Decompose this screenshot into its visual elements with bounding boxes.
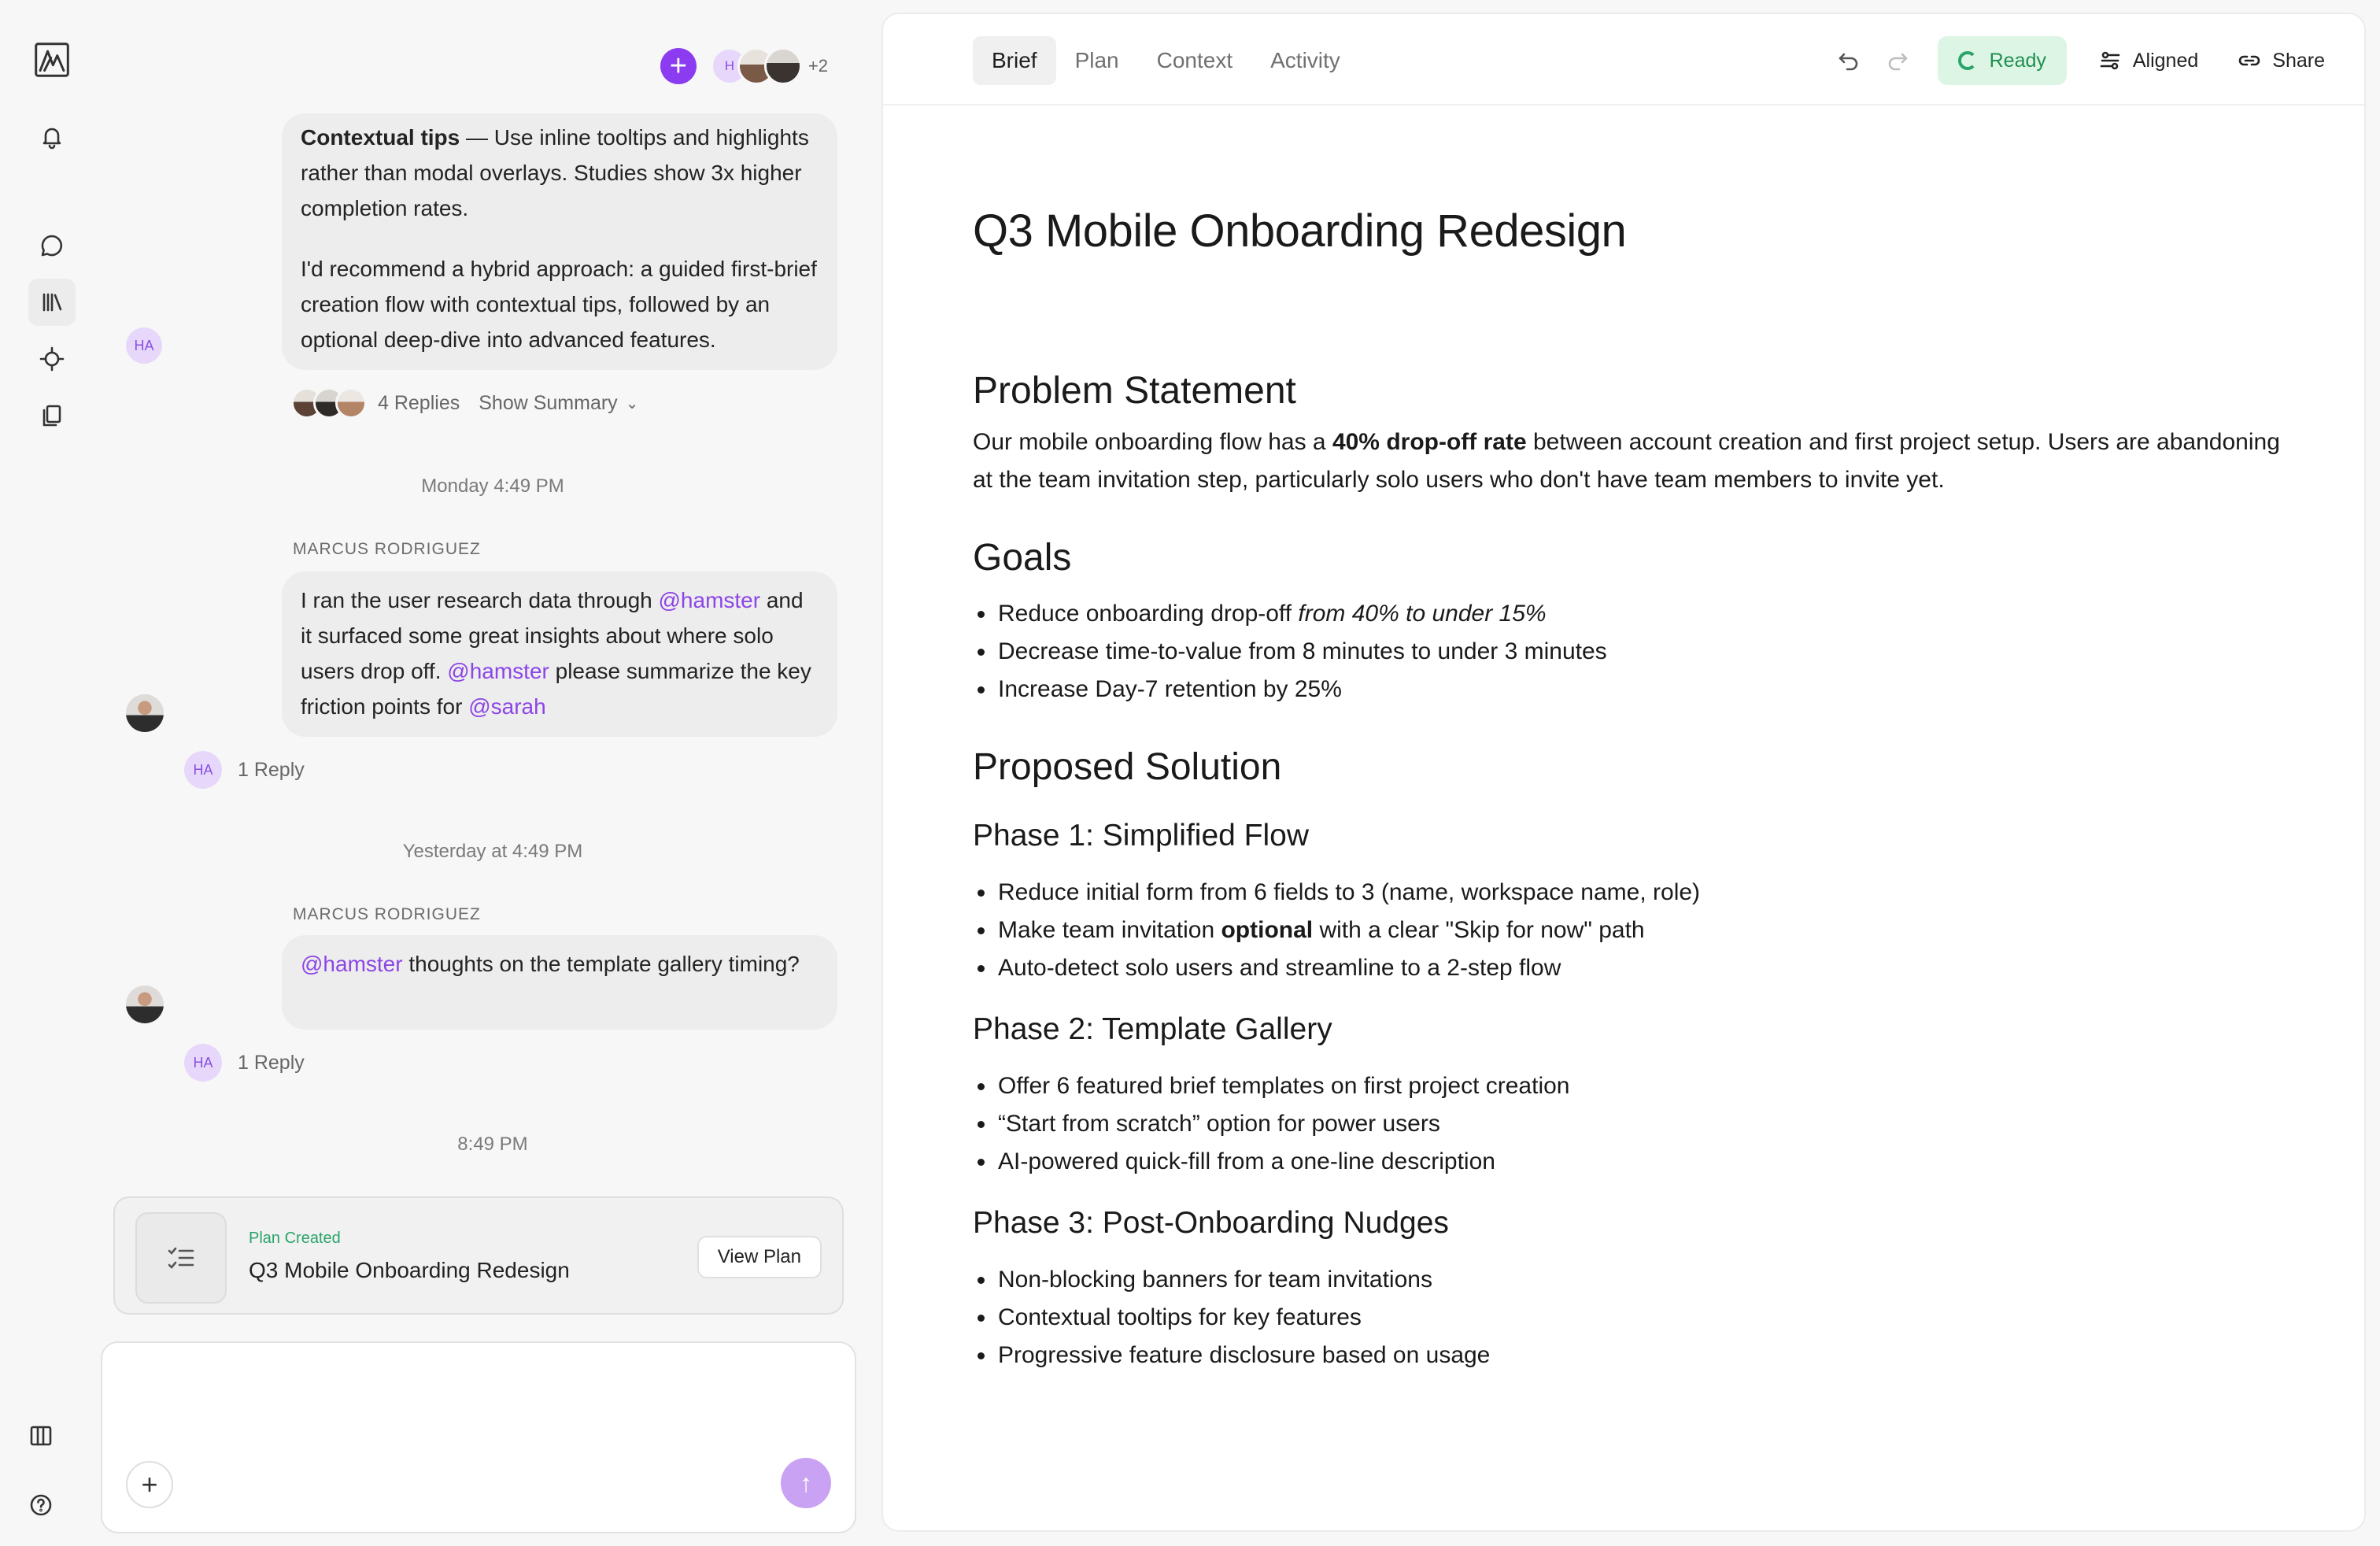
avatar <box>126 986 164 1023</box>
timestamp-divider: 8:49 PM <box>457 1134 528 1155</box>
message-text <box>301 583 819 724</box>
message-text-segment: — Use inline tooltips and highlights rather than modal overlays. Studies show 3x higher completion rates. <box>301 125 809 220</box>
avatar: HA <box>184 751 222 789</box>
share-button[interactable] <box>2222 36 2341 85</box>
tab-brief[interactable]: Brief <box>973 36 1056 85</box>
paragraph-text: Our mobile onboarding flow has a <box>973 429 1332 455</box>
phase2-list <box>973 1067 2295 1181</box>
message-bubble <box>282 113 837 370</box>
message-sender: MARCUS RODRIGUEZ <box>293 905 481 923</box>
participant-overflow-count[interactable]: +2 <box>808 56 828 76</box>
avatar: HA <box>126 327 162 364</box>
avatar[interactable]: H <box>711 47 748 85</box>
list-item: Progressive feature disclosure based on usage <box>973 1337 2295 1374</box>
avatar <box>335 387 367 419</box>
list-item: Auto-detect solo users and streamline to a 2-step flow <box>973 949 2295 987</box>
plan-created-label: Plan Created <box>249 1230 341 1247</box>
thread-replies[interactable] <box>184 751 305 789</box>
status-label: Ready <box>1989 49 2046 72</box>
list-item: Decrease time-to-value from 8 minutes to under 3 minutes <box>973 633 2295 671</box>
list-item-italic-text: from 40% to under 15% <box>1298 601 1547 627</box>
subsection-heading: Phase 1: Simplified Flow <box>973 819 1310 853</box>
list-item-text: Make team invitation <box>998 917 1221 943</box>
share-label: Share <box>2272 49 2325 72</box>
plan-title: Q3 Mobile Onboarding Redesign <box>249 1258 570 1282</box>
phase1-list <box>973 874 2295 987</box>
redo-icon[interactable] <box>1873 36 1922 85</box>
list-item: Reduce initial form from 6 fields to 3 (name, workspace name, role) <box>973 874 2295 912</box>
message-text: I'd recommend a hybrid approach: a guided first-brief creation flow with contextual tips, followed by an optional deep-dive into advanced features. <box>301 257 817 352</box>
send-button[interactable]: ↑ <box>781 1458 831 1508</box>
undo-icon[interactable] <box>1824 36 1873 85</box>
subsection-heading: Phase 2: Template Gallery <box>973 1012 1332 1046</box>
participants <box>660 43 828 90</box>
list-item: Increase Day-7 retention by 25% <box>973 671 2295 708</box>
thread-replies[interactable] <box>184 1044 305 1082</box>
message-bold-text: Contextual tips <box>301 125 460 150</box>
aligned-label: Aligned <box>2132 49 2199 72</box>
document-toolbar <box>883 14 2364 105</box>
message-text-segment: please summarize the key friction points for <box>301 659 811 719</box>
section-heading: Goals <box>973 537 1072 579</box>
document-body <box>973 203 2295 1374</box>
timestamp-divider: Monday 4:49 PM <box>421 475 564 497</box>
sidebar-toggle-icon[interactable] <box>17 1412 65 1459</box>
message-text <box>301 946 819 982</box>
list-item-bold-text: optional <box>1221 917 1314 943</box>
goals-list <box>973 595 2295 708</box>
tab-plan[interactable]: Plan <box>1074 48 1119 72</box>
status-badge[interactable] <box>1938 36 2067 85</box>
mention-link[interactable]: @hamster <box>658 588 761 612</box>
avatar[interactable] <box>764 47 802 85</box>
phase3-list <box>973 1261 2295 1374</box>
list-item <box>973 912 2295 949</box>
list-item: Offer 6 featured brief templates on first project creation <box>973 1067 2295 1105</box>
tab-bar <box>973 36 1359 85</box>
avatar: HA <box>184 1044 222 1082</box>
help-icon[interactable] <box>17 1481 65 1529</box>
reply-count[interactable]: 1 Reply <box>238 758 305 781</box>
paragraph-bold-text: 40% drop-off rate <box>1332 429 1527 455</box>
paragraph-text: between account creation and first project setup. Users are abandoning at the team invitation step, particularly solo users who don't have team members to invite yet. <box>973 429 2280 493</box>
plan-created-card[interactable] <box>113 1196 844 1315</box>
status-spinner-icon <box>1958 51 1977 70</box>
message-bubble <box>282 571 837 737</box>
subsection-heading: Phase 3: Post-Onboarding Nudges <box>973 1206 1449 1240</box>
list-item-text: with a clear "Skip for now" path <box>1313 917 1645 943</box>
list-item <box>973 595 2295 633</box>
document-panel <box>881 13 2366 1532</box>
target-icon[interactable] <box>28 335 76 383</box>
message-composer[interactable] <box>101 1341 856 1533</box>
message-text-segment: thoughts on the template gallery timing? <box>402 952 800 976</box>
reply-count[interactable]: 1 Reply <box>238 1051 305 1074</box>
app-logo-icon[interactable] <box>28 36 76 83</box>
tab-context[interactable]: Context <box>1156 48 1233 72</box>
message-text <box>301 120 819 226</box>
avatar <box>126 694 164 732</box>
list-item-text: Reduce onboarding drop-off <box>998 601 1299 627</box>
tab-activity[interactable]: Activity <box>1270 48 1340 72</box>
chevron-down-icon[interactable]: ⌄ <box>625 394 639 412</box>
copy-icon[interactable] <box>28 392 76 439</box>
message-bubble <box>282 935 837 1030</box>
list-item: “Start from scratch” option for power users <box>973 1105 2295 1143</box>
list-item: Contextual tooltips for key features <box>973 1299 2295 1337</box>
message-sender: MARCUS RODRIGUEZ <box>293 540 481 558</box>
mention-link[interactable]: @hamster <box>301 952 403 976</box>
library-icon[interactable] <box>28 279 76 326</box>
left-rail <box>0 0 104 1546</box>
section-heading: Proposed Solution <box>973 746 1282 788</box>
problem-statement <box>973 423 2295 499</box>
checklist-icon <box>135 1212 227 1304</box>
message-text-segment: and it surfaced some great insights about where solo users drop off. <box>301 588 804 683</box>
aligned-button[interactable] <box>2082 36 2214 85</box>
document-actions <box>1824 36 2341 85</box>
chat-icon[interactable] <box>28 222 76 269</box>
message-text-segment: I ran the user research data through <box>301 588 659 612</box>
show-summary-button[interactable]: Show Summary <box>479 391 618 414</box>
attach-button[interactable]: + <box>126 1461 173 1508</box>
add-participant-button[interactable]: + <box>660 48 697 84</box>
mention-link[interactable]: @sarah <box>468 694 546 719</box>
view-plan-button[interactable]: View Plan <box>697 1236 822 1278</box>
thread-replies[interactable] <box>291 387 638 419</box>
document-title: Q3 Mobile Onboarding Redesign <box>973 205 1627 257</box>
bell-icon[interactable] <box>28 113 76 161</box>
timestamp-divider: Yesterday at 4:49 PM <box>402 841 583 862</box>
list-item: Non-blocking banners for team invitations <box>973 1261 2295 1299</box>
mention-link[interactable]: @hamster <box>447 659 549 683</box>
section-heading: Problem Statement <box>973 370 1296 412</box>
reply-count[interactable]: 4 Replies <box>378 391 460 414</box>
list-item: AI-powered quick-fill from a one-line description <box>973 1143 2295 1181</box>
